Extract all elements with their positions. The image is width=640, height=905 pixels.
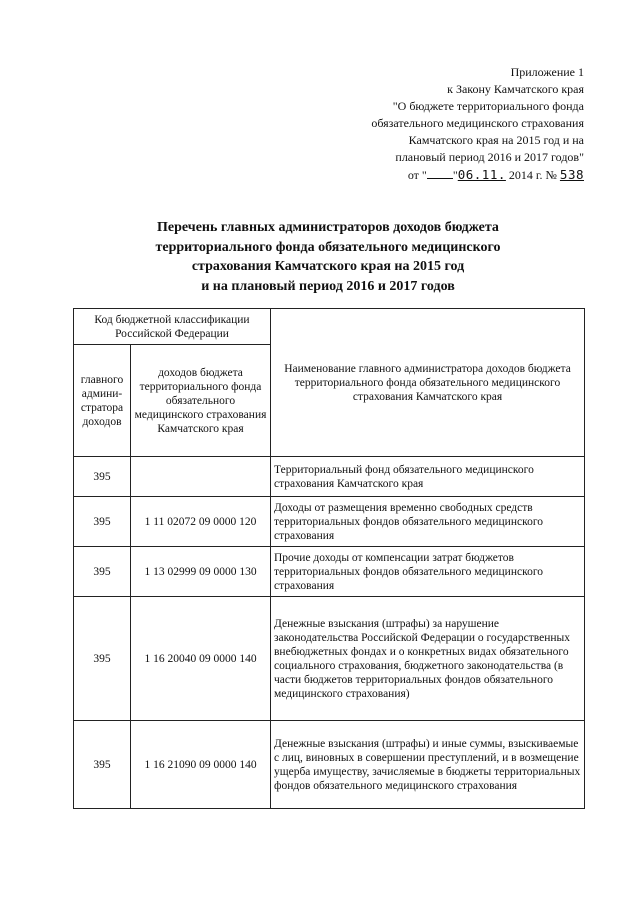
document-number: 538 [559,167,584,182]
cell-name: Денежные взыскания (штрафы) за нарушение законодательства Российской Федерации о государственных внебюджетных фондах и о конкретных видах обязательного социального страхования, бюджетного законодательства (в части бюджетов территориальных фондов обязательного медицинского страхования) [271,597,585,721]
title-line: и на плановый период 2016 и 2017 годов [201,278,455,294]
date-quote: " [452,168,458,182]
date-prefix: от " [407,168,427,182]
appendix-line: плановый период 2016 и 2017 годов" [395,150,584,164]
cell-name: Доходы от размещения временно свободных средств территориальных фондов обязательного медицинского страхования [271,497,585,547]
appendix-line: обязательного медицинского страхования [371,116,584,130]
cell-kbk: 1 16 20040 09 0000 140 [131,597,271,721]
cell-kbk: 1 11 02072 09 0000 120 [131,497,271,547]
administrators-table [73,308,585,809]
cell-name: Прочие доходы от компенсации затрат бюджетов территориальных фондов обязательного медицинского страхования [271,547,585,597]
header-code-group: Код бюджетной классификации Российской Федерации [74,309,271,345]
date-year: 2014 г. № [508,168,557,182]
cell-admin-code: 395 [74,457,131,497]
table-header-row [74,309,585,345]
cell-kbk: 1 16 21090 09 0000 140 [131,721,271,809]
appendix-line: "О бюджете территориального фонда [392,99,584,113]
appendix-block [371,64,584,184]
table-row [74,457,585,497]
cell-kbk: 1 13 02999 09 0000 130 [131,547,271,597]
header-admin-code: главного админи-стратора доходов [74,345,131,457]
cell-admin-code: 395 [74,497,131,547]
appendix-date-line [371,166,584,184]
table-row [74,497,585,547]
table-row [74,547,585,597]
date-value: 06.11. [457,167,506,182]
document-title [78,218,578,296]
table-row [74,597,585,721]
cell-name: Территориальный фонд обязательного медицинского страхования Камчатского края [271,457,585,497]
title-line: Перечень главных администраторов доходов бюджета [157,220,499,235]
appendix-line: Камчатского края на 2015 год и на [408,133,584,147]
table-row [74,721,585,809]
appendix-line: Приложение 1 [510,65,584,79]
appendix-line: к Закону Камчатского края [447,82,584,96]
header-income-code: доходов бюджета территориального фонда обязательного медицинского страхования Камчатского края [131,345,271,457]
cell-admin-code: 395 [74,597,131,721]
date-day-blank [427,167,453,179]
cell-admin-code: 395 [74,721,131,809]
title-line: страхования Камчатского края на 2015 год [191,259,465,274]
cell-name: Денежные взыскания (штрафы) и иные суммы, взыскиваемые с лиц, виновных в совершении преступлений, и в возмещение ущерба имуществу, зачисляемые в бюджеты территориальных фондов обязательного медицинского страхования [271,721,585,809]
title-line: территориального фонда обязательного медицинского [155,239,501,255]
cell-admin-code: 395 [74,547,131,597]
header-administrator-name: Наименование главного администратора доходов бюджета территориального фонда обязательного медицинского страхования Камчатского края [271,309,585,457]
cell-kbk [131,457,271,497]
